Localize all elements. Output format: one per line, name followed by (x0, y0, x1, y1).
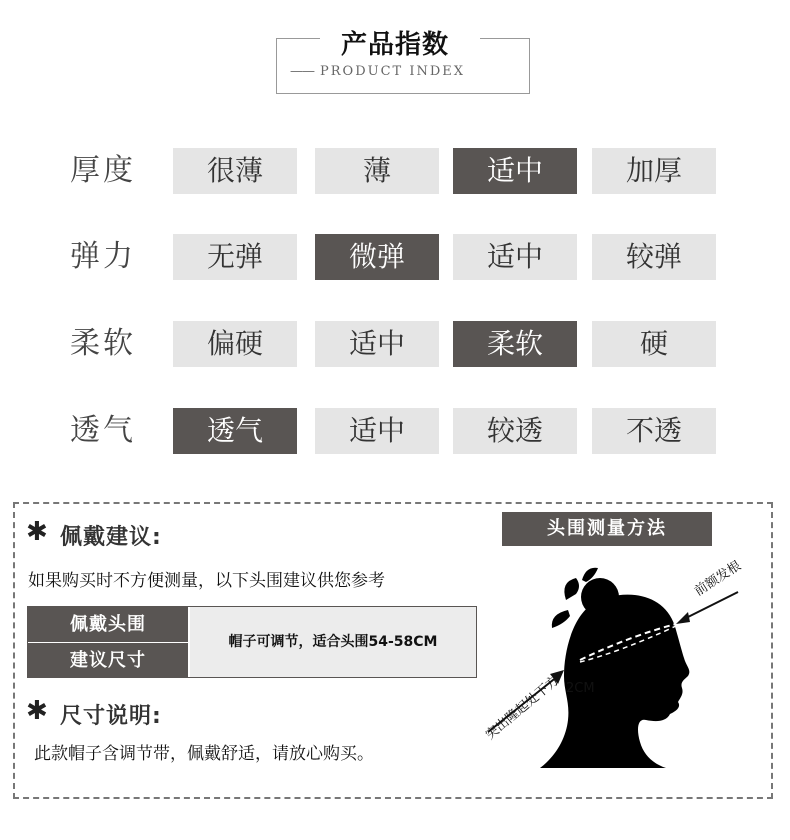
option-elasticity-high: 较弹 (592, 234, 716, 280)
offset-label: 2CM (566, 681, 595, 696)
head-size-table (27, 606, 477, 678)
row-label-breathability: 透气 (70, 413, 136, 448)
asterisk-flower-icon: ✱ (26, 696, 48, 726)
option-thickness-very-thin: 很薄 (173, 148, 297, 194)
option-softness-firm: 偏硬 (173, 321, 297, 367)
size-info-title: 尺寸说明: (60, 704, 162, 729)
table-label-suggested-size: 建议尺寸 (28, 643, 188, 678)
wear-advice-title: 佩戴建议: (60, 525, 162, 550)
table-value-size: 帽子可调节，适合头围54-58CM (190, 607, 476, 677)
option-breathability-none: 不透 (592, 408, 716, 454)
front-label: 前额发根 (692, 558, 744, 600)
option-elasticity-medium: 适中 (453, 234, 577, 280)
option-elasticity-slight: 微弹 (315, 234, 439, 280)
option-breathability-fairly: 较透 (453, 408, 577, 454)
row-label-softness: 柔软 (70, 326, 136, 361)
option-thickness-medium: 适中 (453, 148, 577, 194)
option-thickness-thick: 加厚 (592, 148, 716, 194)
row-label-elasticity: 弹力 (70, 239, 136, 274)
page-title: 产品指数 (0, 24, 790, 61)
page-subtitle: —— PRODUCT INDEX (290, 64, 465, 79)
size-info-text: 此款帽子含调节带，佩戴舒适，请放心购买。 (34, 744, 374, 764)
head-silhouette-illustration (470, 552, 770, 792)
back-label: 突出隆起处下方 (482, 673, 563, 744)
table-label-head-circumference: 佩戴头围 (28, 607, 188, 642)
head-measure-title: 头围测量方法 (502, 512, 712, 546)
row-label-thickness: 厚度 (70, 153, 136, 188)
option-softness-hard: 硬 (592, 321, 716, 367)
option-breathability-medium: 适中 (315, 408, 439, 454)
option-thickness-thin: 薄 (315, 148, 439, 194)
option-elasticity-none: 无弹 (173, 234, 297, 280)
option-softness-medium: 适中 (315, 321, 439, 367)
wear-advice-text: 如果购买时不方便测量，以下头围建议供您参考 (28, 571, 385, 591)
option-softness-soft: 柔软 (453, 321, 577, 367)
asterisk-flower-icon: ✱ (26, 517, 48, 547)
option-breathability-breathable: 透气 (173, 408, 297, 454)
